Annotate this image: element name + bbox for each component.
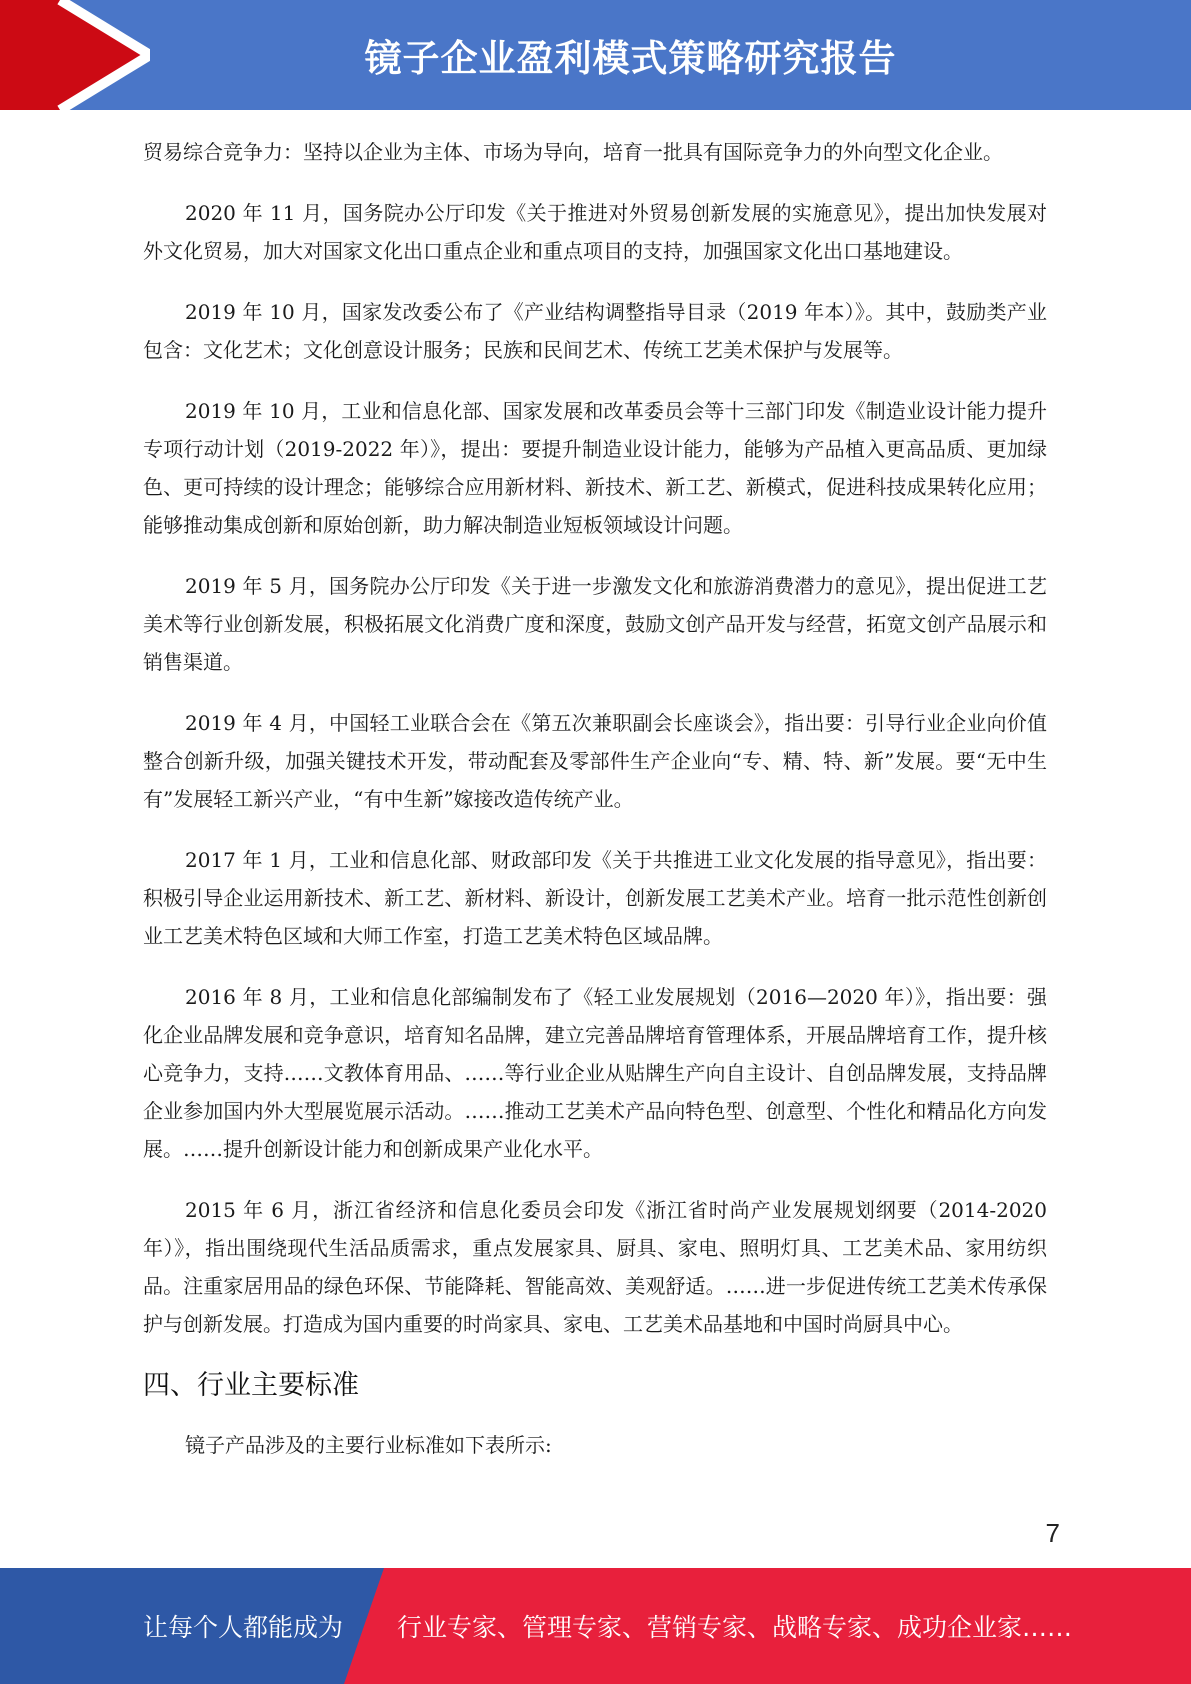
paragraph: 2019 年 10 月，工业和信息化部、国家发展和改革委员会等十三部门印发《制造业设计能力提升专项行动计划（2019-2022 年）》，提出：要提升制造业设计能力，能够为产品植入更高品质、更加绿色、更可持续的设计理念；能够综合应用新材料、新技术、新工艺、新模式，促进科技成果转化应用；能够推动集成创新和原始创新，助力解决制造业短板领域设计问题。 bbox=[143, 399, 1047, 537]
header-arrow-decoration bbox=[0, 0, 150, 110]
paragraph: 2017 年 1 月，工业和信息化部、财政部印发《关于共推进工业文化发展的指导意见》，指出要：积极引导企业运用新技术、新工艺、新材料、新设计，创新发展工艺美术产业。培育一批示范性创新创业工艺美术特色区域和大师工作室，打造工艺美术特色区域品牌。 bbox=[143, 848, 1047, 948]
paragraph: 2020 年 11 月，国务院办公厅印发《关于推进对外贸易创新发展的实施意见》，提出加快发展对外文化贸易，加大对国家文化出口重点企业和重点项目的支持，加强国家文化出口基地建设。 bbox=[143, 201, 1047, 263]
page-number: 7 bbox=[1045, 1518, 1060, 1548]
report-title: 镜子企业盈利模式策略研究报告 bbox=[364, 37, 897, 80]
paragraph: 2019 年 10 月，国家发改委公布了《产业结构调整指导目录（2019 年本）》。其中，鼓励类产业包含：文化艺术；文化创意设计服务；民族和民间艺术、传统工艺美术保护与发展等。 bbox=[143, 300, 1047, 362]
paragraph: 2019 年 5 月，国务院办公厅印发《关于进一步激发文化和旅游消费潜力的意见》，提出促进工艺美术等行业创新发展，积极拓展文化消费广度和深度，鼓励文创产品开发与经营，拓宽文创产品展示和销售渠道。 bbox=[143, 574, 1047, 674]
section-intro: 镜子产品涉及的主要行业标准如下表所示: bbox=[185, 1433, 552, 1457]
page-body bbox=[143, 133, 1047, 1487]
paragraph: 2016 年 8 月，工业和信息化部编制发布了《轻工业发展规划（2016—2020 年）》，指出要：强化企业品牌发展和竞争意识，培育知名品牌，建立完善品牌培育管理体系，开展品牌培育工作，提升核心竞争力，支持……文教体育用品、……等行业企业从贴牌生产向自主设计、自创品牌发展，支持品牌企业参加国内外大型展览展示活动。……推动工艺美术产品向特色型、创意型、个性化和精品化方向发展。……提升创新设计能力和创新成果产业化水平。 bbox=[143, 985, 1047, 1161]
page-header bbox=[0, 0, 1191, 110]
paragraph: 2019 年 4 月，中国轻工业联合会在《第五次兼职副会长座谈会》，指出要：引导行业企业向价值整合创新升级，加强关键技术开发，带动配套及零部件生产企业向“专、精、特、新”发展。要“无中生有”发展轻工新兴产业，“有中生新”嫁接改造传统产业。 bbox=[143, 711, 1047, 811]
paragraph: 2015 年 6 月，浙江省经济和信息化委员会印发《浙江省时尚产业发展规划纲要（2014-2020 年）》，指出围绕现代生活品质需求，重点发展家具、厨具、家电、照明灯具、工艺美术品、家用纺织品。注重家居用品的绿色环保、节能降耗、智能高效、美观舒适。……进一步促进传统工艺美术传承保护与创新发展。打造成为国内重要的时尚家具、家电、工艺美术品基地和中国时尚厨具中心。 bbox=[143, 1198, 1047, 1336]
section-heading: 四、行业主要标准 bbox=[143, 1370, 359, 1401]
page-footer bbox=[0, 1568, 1191, 1684]
footer-slogan-right: 行业专家、管理专家、营销专家、战略专家、成功企业家…… bbox=[397, 1613, 1073, 1642]
footer-slogan-left: 让每个人都能成为 bbox=[143, 1613, 344, 1642]
paragraph: 贸易综合竞争力：坚持以企业为主体、市场为导向，培育一批具有国际竞争力的外向型文化企业。 bbox=[143, 140, 1003, 164]
